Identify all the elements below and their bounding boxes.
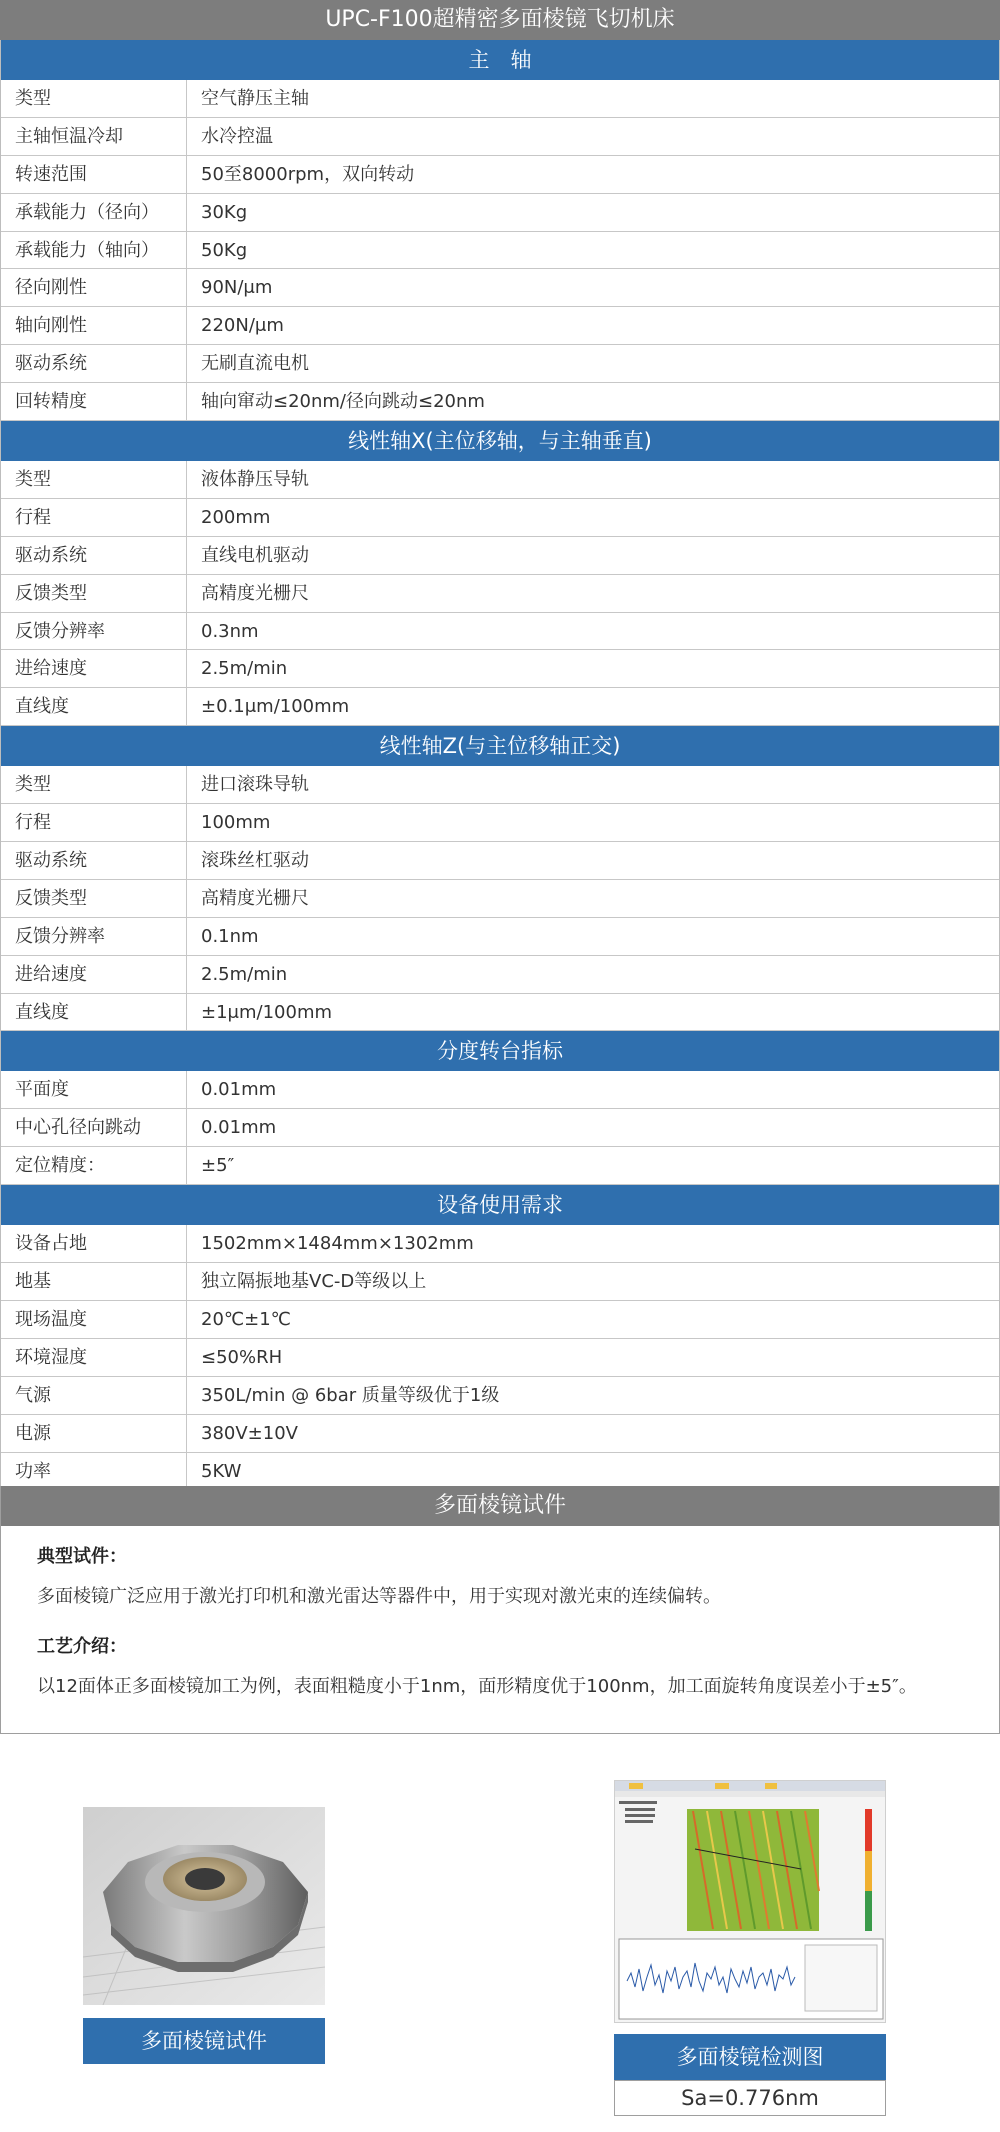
prism-specimen-photo	[83, 1807, 325, 2005]
spec-key: 地基	[1, 1263, 187, 1300]
table-row	[1, 1147, 999, 1185]
spec-value: 轴向窜动≤20nm/径向跳动≤20nm	[201, 391, 485, 413]
spec-key: 环境湿度	[1, 1339, 187, 1376]
spec-value: 50至8000rpm，双向转动	[201, 163, 415, 185]
table-row	[1, 842, 999, 880]
spec-value: 直线电机驱动	[201, 544, 309, 566]
spec-value: 高精度光栅尺	[201, 582, 309, 604]
measurement-screenshot	[614, 1780, 886, 2023]
table-row	[1, 1377, 999, 1415]
table-row	[1, 345, 999, 383]
table-row	[1, 880, 999, 918]
spec-value: ≤50%RH	[201, 1346, 283, 1368]
table-row	[1, 575, 999, 613]
spec-key: 回转精度	[1, 383, 187, 420]
spec-value: 380V±10V	[201, 1422, 298, 1444]
spec-value: 2.5m/min	[201, 963, 288, 985]
process-label: 工艺介绍：	[37, 1636, 127, 1657]
specimen-title: 多面棱镜试件	[1, 1486, 999, 1526]
table-row	[1, 1071, 999, 1109]
photo-caption: 多面棱镜试件	[83, 2018, 325, 2064]
typical-text: 多面棱镜广泛应用于激光打印机和激光雷达等器件中，用于实现对激光束的连续偏转。	[37, 1586, 721, 1607]
spec-value: 20℃±1℃	[201, 1308, 291, 1330]
spec-value: 0.01mm	[201, 1117, 277, 1139]
spec-key: 径向刚性	[1, 269, 187, 306]
sa-value: Sa=0.776nm	[614, 2080, 886, 2116]
spec-value: 1502mm×1484mm×1302mm	[201, 1233, 474, 1255]
spec-value: 50Kg	[201, 239, 248, 261]
spec-key: 驱动系统	[1, 842, 187, 879]
spec-value: 350L/min @ 6bar 质量等级优于1级	[201, 1384, 500, 1406]
table-row	[1, 156, 999, 194]
spec-key: 反馈类型	[1, 575, 187, 612]
spec-value: 空气静压主轴	[201, 88, 309, 109]
spec-key: 驱动系统	[1, 537, 187, 574]
table-row	[1, 1301, 999, 1339]
spec-key: 反馈分辨率	[1, 918, 187, 955]
spec-key: 反馈分辨率	[1, 613, 187, 650]
spec-value: 0.1nm	[201, 925, 259, 947]
spec-key: 转速范围	[1, 156, 187, 193]
section-header: 分度转台指标	[1, 1031, 999, 1071]
spec-key: 反馈类型	[1, 880, 187, 917]
table-row	[1, 766, 999, 804]
spec-value: 0.01mm	[201, 1079, 277, 1101]
spec-key: 定位精度：	[1, 1147, 187, 1184]
spec-key: 现场温度	[1, 1301, 187, 1338]
specimen-panel	[0, 1486, 1000, 1734]
spec-value: 90N/μm	[201, 277, 273, 299]
section-header: 主 轴	[1, 40, 999, 80]
table-row	[1, 1339, 999, 1377]
table-row	[1, 650, 999, 688]
table-row	[1, 688, 999, 726]
spec-key: 进给速度	[1, 650, 187, 687]
spec-value: 高精度光栅尺	[201, 887, 309, 909]
page-title: UPC-F100超精密多面棱镜飞切机床	[0, 0, 1000, 40]
spec-value: 无刷直流电机	[201, 353, 309, 375]
spec-key: 行程	[1, 804, 187, 841]
spec-value: ±1μm/100mm	[201, 1001, 333, 1023]
table-row	[1, 118, 999, 156]
spec-value: 2.5m/min	[201, 658, 288, 680]
chart-caption: 多面棱镜检测图	[614, 2034, 886, 2080]
spec-key: 行程	[1, 499, 187, 536]
spec-value: 30Kg	[201, 201, 248, 223]
spec-key: 设备占地	[1, 1225, 187, 1262]
spec-key: 承载能力（径向）	[1, 194, 187, 231]
spec-key: 类型	[1, 80, 187, 117]
table-row	[1, 1415, 999, 1453]
spec-key: 直线度	[1, 994, 187, 1031]
process-text: 以12面体正多面棱镜加工为例，表面粗糙度小于1nm，面形精度优于100nm，加工面旋转角度误差小于±5″。	[37, 1676, 917, 1697]
table-row	[1, 994, 999, 1032]
table-row	[1, 1225, 999, 1263]
spec-value: 液体静压导轨	[201, 469, 309, 491]
spec-value: 200mm	[201, 506, 271, 528]
spec-key: 中心孔径向跳动	[1, 1109, 187, 1146]
table-row	[1, 956, 999, 994]
spec-value: ±5″	[201, 1155, 235, 1177]
table-row	[1, 383, 999, 421]
section-header: 线性轴X(主位移轴，与主轴垂直)	[1, 421, 999, 461]
spec-value: 220N/μm	[201, 315, 284, 337]
spec-value: 100mm	[201, 812, 271, 834]
spec-key: 驱动系统	[1, 345, 187, 382]
spec-value: 5KW	[201, 1460, 242, 1482]
table-row	[1, 1453, 999, 1491]
section-header: 设备使用需求	[1, 1185, 999, 1225]
table-row	[1, 537, 999, 575]
table-row	[1, 80, 999, 118]
table-row	[1, 499, 999, 537]
spec-value: 独立隔振地基VC-D等级以上	[201, 1271, 427, 1293]
spec-value: 水冷控温	[201, 125, 273, 147]
spec-key: 平面度	[1, 1071, 187, 1108]
typical-label: 典型试件：	[37, 1546, 127, 1567]
spec-value: 滚珠丝杠驱动	[201, 850, 309, 872]
spec-key: 类型	[1, 461, 187, 498]
table-row	[1, 613, 999, 651]
spec-key: 进给速度	[1, 956, 187, 993]
spec-key: 气源	[1, 1377, 187, 1414]
table-row	[1, 1263, 999, 1301]
spec-key: 承载能力（轴向）	[1, 232, 187, 269]
spec-key: 功率	[1, 1453, 187, 1490]
table-row	[1, 1109, 999, 1147]
spec-key: 主轴恒温冷却	[1, 118, 187, 155]
spec-value: ±0.1μm/100mm	[201, 696, 350, 718]
spec-value: 进口滚珠导轨	[201, 774, 309, 796]
table-row	[1, 461, 999, 499]
spec-key: 电源	[1, 1415, 187, 1452]
spec-key: 直线度	[1, 688, 187, 725]
table-row	[1, 232, 999, 270]
spec-key: 类型	[1, 766, 187, 803]
table-row	[1, 804, 999, 842]
spec-key: 轴向刚性	[1, 307, 187, 344]
table-row	[1, 918, 999, 956]
table-row	[1, 269, 999, 307]
spec-value: 0.3nm	[201, 620, 259, 642]
table-row	[1, 307, 999, 345]
table-row	[1, 194, 999, 232]
spec-table	[0, 40, 1000, 1490]
section-header: 线性轴Z(与主位移轴正交)	[1, 726, 999, 766]
